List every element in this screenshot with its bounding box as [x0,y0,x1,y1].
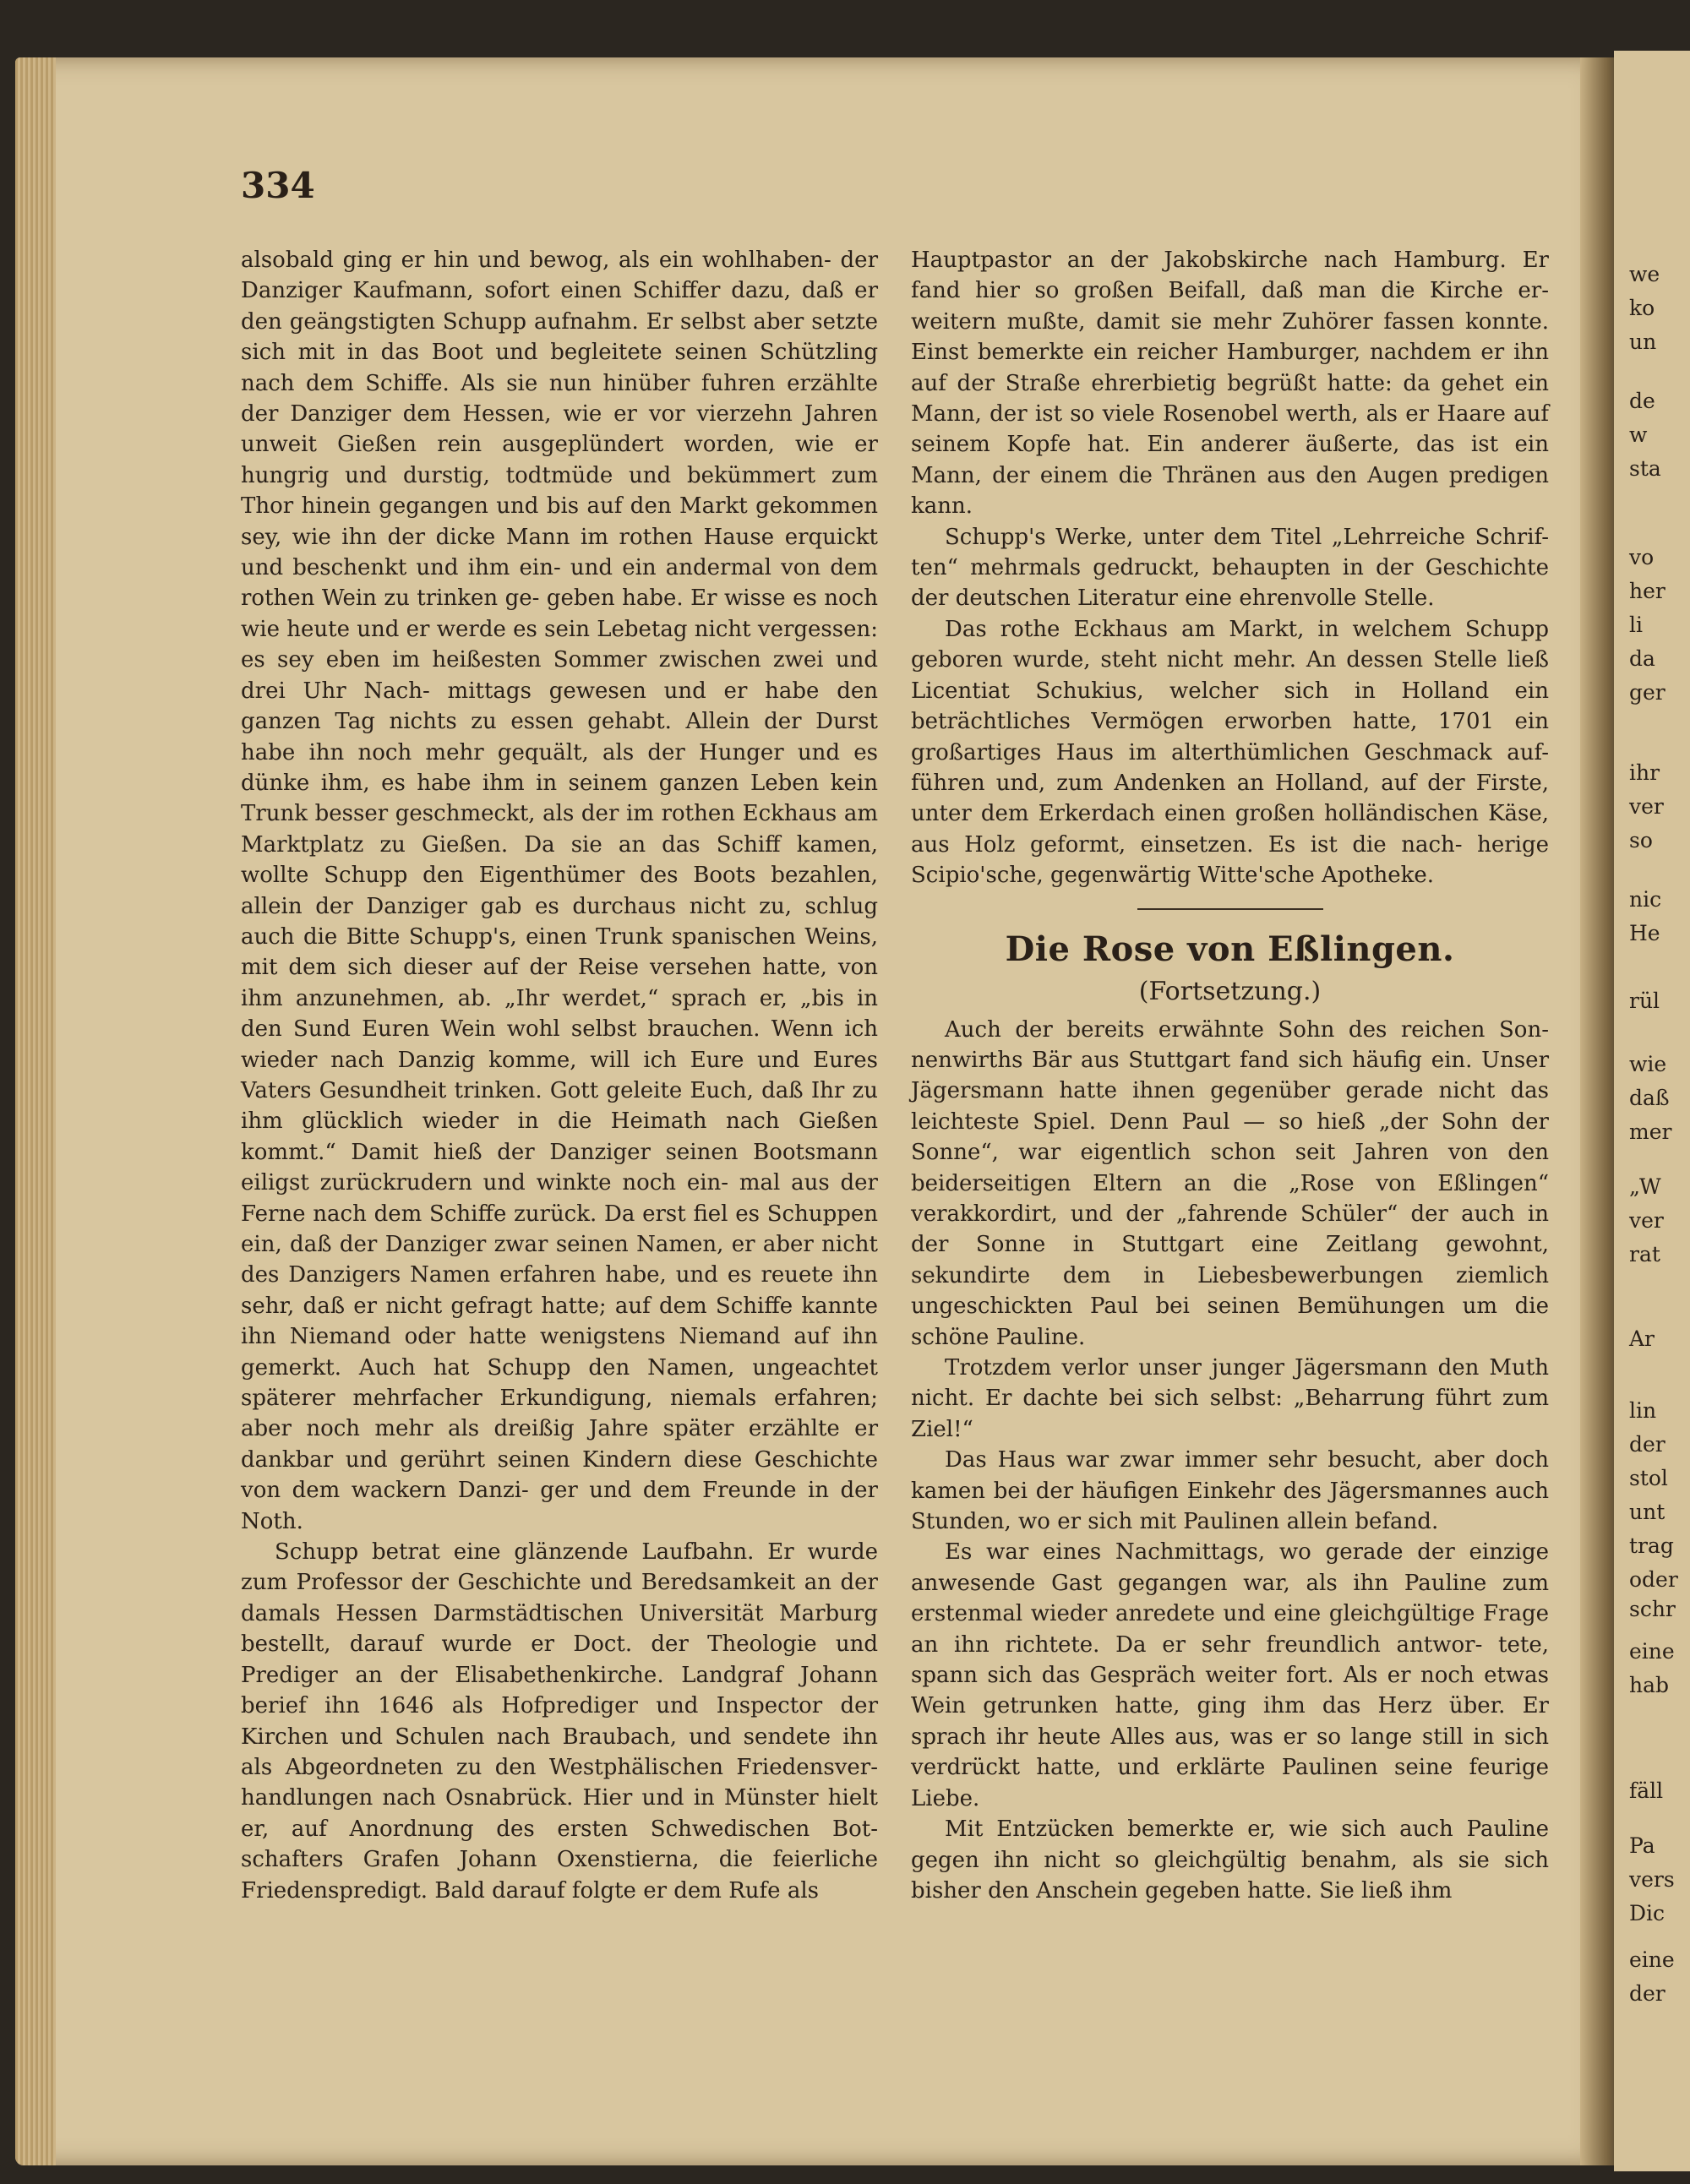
next-page-fragment: vers [1629,1867,1675,1892]
section-divider [1137,908,1323,910]
left-paragraph-2: Schupp betrat eine glänzende Laufbahn. Er wurde zum Professor der Geschichte und Beredsamkeit an der damals Hessen Darmstädtischen Universität Marburg bestellt, darauf wurde er Doct. der Theologie und Prediger an der Elisabethenkirche. Landgraf Johann berief ihn 1646 als Hofprediger und Inspector der Kirchen und Schulen nach Braubach, und sendete ihn als Abgeordneten zu den Westphälischen Friedensver- handlungen nach Osnabrück. Hier und in Münster hielt er, auf Anordnung des ersten Schwedischen Bot- schafters Grafen Johann Oxenstierna, die feierliche Friedenspredigt. Bald darauf folgte er dem Rufe als [241,1539,878,1904]
story-paragraph-2: Trotzdem verlor unser junger Jägersmann den Muth nicht. Er dachte bei sich selbst: „Beharrung führt zum Ziel!“ [911,1355,1549,1442]
page-stack-edge [15,57,56,2165]
story-title: Die Rose von Eßlingen. [1005,929,1455,969]
story-paragraph-3: Das Haus war zwar immer sehr besucht, aber doch kamen bei der häufigen Einkehr des Jägersmannes auch Stunden, wo er sich mit Paulinen allein befand. [911,1447,1549,1535]
story-paragraph-4: Es war eines Nachmittags, wo gerade der einzige anwesende Gast gegangen war, als ihn Pauline zum erstenmal wieder anredete und eine gleichgültige Frage an ihn richtete. Da er sehr freundlich antwor- tete, spann sich das Gespräch weiter fort. Als er noch etwas Wein getrunken hatte, ging ihm das Herz über. Er sprach ihr heute Alles aus, was er so lange still in sich verdrückt hatte, und erklärte Paulinen seine feurige Liebe. [911,1539,1549,1811]
left-paragraph-1: alsobald ging er hin und bewog, als ein wohlhaben- der Danziger Kaufmann, sofort einen Schiffer dazu, daß er den geängstigten Schupp aufnahm. Er selbst aber setzte sich mit in das Boot und begleitete seinen Schützling nach dem Schiffe. Als sie nun hinüber fuhren erzählte der Danziger dem Hessen, wie er vor vierzehn Jahren unweit Gießen rein ausgeplündert worden, wie er hungrig und durstig, todtmüde und bekümmert zum Thor hinein gegangen und bis auf den Markt gekommen sey, wie ihn der dicke Mann im rothen Hause erquickt und beschenkt und ihm ein- und ein andermal von dem rothen Wein zu trinken ge- geben habe. Er wisse es noch wie heute und er werde es sein Lebetag nicht vergessen: es sey eben im heißesten Sommer zwischen zwei und drei Uhr Nach- mittags gewesen und er habe den ganzen Tag nichts zu essen gehabt. Allein der Durst habe ihn noch mehr gequält, als der Hunger und es dünke ihm, es habe ihm in seinem ganzen Leben kein Trunk besser geschmeckt, als der im rothen Eckhaus am Marktplatz zu Gießen. Da sie an das Schiff kamen, wollte Schupp den Eigenthümer des Boots bezahlen, allein der Danziger gab es durchaus nicht zu, schlug auch die Bitte Schupp's, einen Trunk spanischen Weins, mit dem sich dieser auf der Reise versehen hatte, von ihm anzunehmen, ab. „Ihr werdet,“ sprach er, „bis in den Sund Euren Wein wohl selbst brauchen. Wenn ich wieder nach Danzig komme, will ich Eure und Eures Vaters Gesundheit trinken. Gott geleite Euch, daß Ihr zu ihm glücklich wieder in die Heimath nach Gießen kommt.“ Damit hieß der Danziger seinen Bootsmann eiligst zurückrudern und winkte noch ein- mal aus der Ferne nach dem Schiffe zurück. Da erst fiel es Schuppen ein, daß der Danziger zwar seinen Namen, er aber nicht des Danzigers Namen erfahren habe, und es reuete ihn sehr, daß er nicht gefragt hatte; auf dem Schiffe kannte ihn Niemand oder hatte wenigstens Niemand auf ihn gemerkt. Auch hat Schupp den Namen, ungeachtet späterer mehrfacher Erkundigung, niemals erfahren; aber noch mehr als dreißig Jahre später erzählte er dankbar und gerührt seinen Kindern diese Geschichte von dem wackern Danzi- ger und dem Freunde in der Noth. [241,248,878,1534]
next-page-fragment: stol [1629,1466,1668,1490]
next-page-fragment: nic [1629,887,1662,912]
next-page-fragment: we [1629,262,1660,286]
next-page-fragment: de [1629,389,1655,413]
next-page-fragment: da [1629,646,1655,671]
next-page-fragment: un [1629,330,1657,354]
next-page-fragment: sta [1629,456,1661,481]
right-paragraph-1: Hauptpastor an der Jakobskirche nach Hamburg. Er fand hier so großen Beifall, daß man die Kirche er- weitern mußte, damit sie mehr Zuhörer fassen konnte. Einst bemerkte ein reicher Hamburger, nachdem er ihn auf der Straße ehrerbietig begrüßt hatte: da gehet ein Mann, der ist so viele Rosenobel werth, als er Haare auf seinem Kopfe hat. Ein anderer äußerte, das ist ein Mann, der einem die Thränen aus den Augen predigen kann. [911,248,1549,520]
next-page-fragment: eine [1629,1947,1675,1972]
next-page-fragment: w [1629,422,1648,447]
next-page-fragment: fäll [1629,1778,1664,1803]
next-page-fragment: eine [1629,1639,1675,1664]
next-page-fragment: Dic [1629,1901,1665,1925]
next-page-fragment: wie [1629,1052,1667,1076]
story-paragraph-5: Mit Entzücken bemerkte er, wie sich auch Pauline gegen ihn nicht so gleichgültig benahm, als sie sich bisher den Anschein gegeben hatte. Sie ließ ihm [911,1816,1549,1904]
right-paragraph-3: Das rothe Eckhaus am Markt, in welchem Schupp geboren wurde, steht nicht mehr. An dessen Stelle ließ Licentiat Schukius, welcher sich in Holland ein beträchtliches Vermögen erworben hatte, 1701 ein großartiges Haus im alterthümlichen Geschmack auf- führen und, zum Andenken an Holland, auf der Firste, unter dem Erkerdach einen großen holländischen Käse, aus Holz geformt, einsetzen. Es ist die nach- herige Scipio'sche, gegenwärtig Witte'sche Apotheke. [911,616,1549,889]
next-page-fragment: vo [1629,545,1655,569]
next-page-fragment: li [1629,613,1643,637]
next-page-fragment: der [1629,1981,1665,2006]
next-page-fragment: so [1629,828,1653,852]
next-page-fragment: oder [1629,1567,1678,1592]
next-page-fragment: ger [1629,680,1665,705]
next-page-fragment: He [1629,921,1660,945]
page-number: 334 [241,165,315,206]
next-page-fragment: Ar [1629,1326,1655,1351]
next-page-edge [1614,51,1690,2171]
next-page-fragment: rül [1629,989,1660,1013]
story-paragraph-1: Auch der bereits erwähnte Sohn des reichen Son- nenwirths Bär aus Stuttgart fand sich häufig ein. Unser Jägersmann hatte ihnen gegenüber gerade nicht das leichteste Spiel. Denn Paul — so hieß „der Sohn der Sonne“, war eigentlich schon seit Jahren von den beiderseitigen Eltern an die „Rose von Eßlingen“ verakkordirt, und der „fahrende Schüler“ der auch in der Sonne in Stuttgart eine Zeitlang gewohnt, sekundirte dem in Liebesbewerbungen ziemlich ungeschickten Paul bei seinen Bemühungen um die schöne Pauline. [911,1016,1549,1350]
next-page-fragment: her [1629,579,1665,603]
next-page-fragment: der [1629,1432,1665,1457]
next-page-fragment: ko [1629,296,1655,320]
left-column [241,245,878,1906]
next-page-fragment: Pa [1629,1833,1655,1858]
next-page-fragment: mer [1629,1119,1672,1144]
next-page-fragment: hab [1629,1673,1670,1697]
next-page-fragment: daß [1629,1086,1670,1110]
next-page-fragment: lin [1629,1398,1657,1423]
story-subtitle: (Fortsetzung.) [1138,976,1322,1006]
next-page-fragment: schr [1629,1597,1676,1621]
next-page-fragment: rat [1629,1242,1660,1266]
next-page-fragment: „W [1629,1174,1661,1199]
right-paragraph-2: Schupp's Werke, unter dem Titel „Lehrreiche Schrif- ten“ mehrmals gedruckt, behaupten in der Geschichte der deutschen Literatur eine ehrenvolle Stelle. [911,524,1549,612]
next-page-fragment: ver [1629,794,1664,819]
next-page-fragment: ihr [1629,760,1660,785]
next-page-fragment: unt [1629,1500,1665,1524]
next-page-fragment: trag [1629,1533,1674,1558]
right-column [911,245,1549,1906]
next-page-fragment: ver [1629,1208,1664,1233]
